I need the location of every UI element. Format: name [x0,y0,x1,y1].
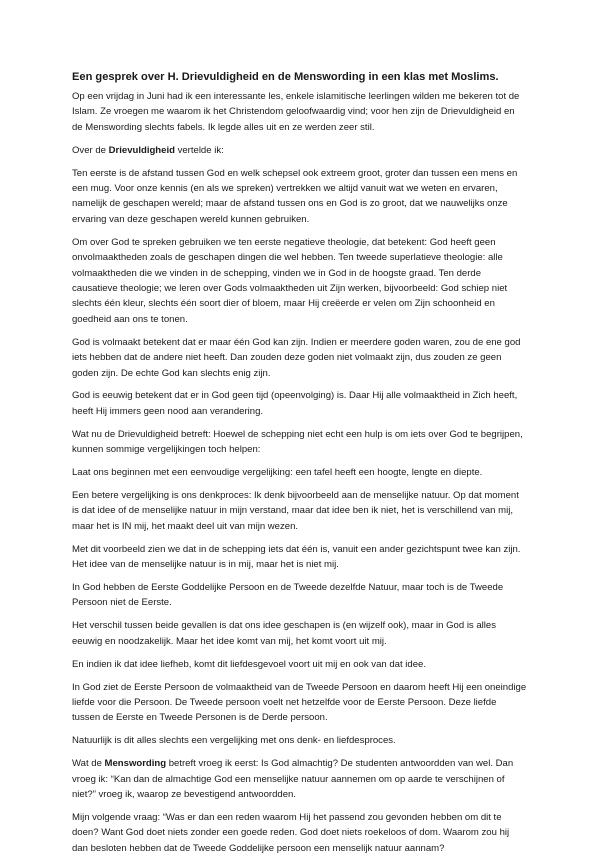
paragraph-text: Met dit voorbeeld zien we dat in de schepping iets dat één is, vanuit een ander gezichtspunt twee kan zijn. Het idee van de menselijke natuur is in mij, maar het is niet mij. [72,543,521,571]
document-title: Een gesprek over H. Drievuldigheid en de Menswording in een klas met Moslims. [72,71,499,83]
paragraph [72,465,527,480]
paragraph-text: God is volmaakt betekent dat er maar één God kan zijn. Indien er meerdere goden waren, zou de ene god iets hebben dat de andere niet heeft. Dan zouden deze goden niet volmaakt zijn, dus zouden ze geen goden zijn. De echte God kan slechts enig zijn. [72,336,521,379]
paragraph-text: Mijn volgende vraag: “Was er dan een reden waarom Hij het passend zou gevonden hebben om dit te doen? Want God doet niets zonder een goede reden. God doet niets roekeloos of dom. Waarom zou hij dan besloten hebben dat de Tweede Goddelijke persoon een menselijk natuur aannam? [72,811,510,854]
paragraph [72,680,527,726]
paragraph [72,810,527,856]
bold-term: Drievuldigheid [108,144,175,156]
paragraph-text: betreft vroeg ik eerst: Is God almachtig? De studenten antwoordden van wel. Dan vroeg ik: “Kan dan de almachtige God een menselijke natuur aannemen om op aarde te verschijnen of niet?” vroeg ik, waarop ze bevestigend antwoordden. [72,758,514,800]
paragraph-text: Op een vrijdag in Juni had ik een interessante les, enkele islamitische leerlingen wilden me bekeren tot de Islam. Ze vroegen me waarom ik het Christendom geloofwaardig vind; voor hen zijn de Drievuldigheid en de Menswording slechts fabels. Ik legde alles uit en ze werden zeer stil. [72,91,520,133]
paragraph [72,89,527,135]
paragraph [72,542,527,573]
paragraph-text: In God ziet de Eerste Persoon de volmaaktheid van de Tweede Persoon en daarom heeft Hij een oneindige liefde voor die Persoon. De Tweede persoon voelt net hetzelfde voor de Eerste Persoon. Deze liefde tussen de Eerste en Tweede Personen is de Derde persoon. [72,681,527,724]
paragraph [72,488,527,534]
paragraph [72,166,527,228]
paragraph [72,756,527,802]
paragraph [72,388,527,419]
paragraph-text: Laat ons beginnen met een eenvoudige vergelijking: een tafel heeft een hoogte, lengte en diepte. [72,467,483,479]
paragraph [72,580,527,611]
paragraph-text: Wat nu de Drievuldigheid betreft: Hoewel de schepping niet echt een hulp is om iets over God te begrijpen, kunnen sommige vergelijkingen toch helpen: [72,428,523,456]
paragraph [72,143,527,158]
paragraph-text: Een betere vergelijking is ons denkproces: Ik denk bijvoorbeeld aan de menselijke natuur. Op dat moment is dat idee of de menselijke natuur in mijn verstand, maar dat idee ben ik niet, het is verschillend van mij, maar het is IN mij, het maakt deel uit van mijn wezen. [72,489,519,532]
paragraph-text: vertelde ik: [174,144,224,156]
bold-term: Menswording [104,758,167,770]
paragraph-text: God is eeuwig betekent dat er in God geen tijd (opeenvolging) is. Daar Hij alle volmaaktheid in Zich heeft, heeft Hij immers geen nood aan verandering. [72,390,518,417]
paragraph-text: Om over God te spreken gebruiken we ten eerste negatieve theologie, dat betekent: God heeft geen onvolmaaktheden zoals de geschapen dingen die wel hebben. Ten tweede superlatieve theologie: alle volmaaktheden die we vinden in de schepping, vinden we in God in de hoogste graad. Ten derde causatieve theologie; we leren over Gods volmaaktheden uit Zijn werken, bijvoorbeeld: God schiep niet slechts één kleur, slechts één soort dier of bloem, maar Hij creëerde er velen om Zijn schoonheid en goedheid aan ons te tonen. [72,236,508,325]
paragraph [72,618,527,649]
paragraph-text: En indien ik dat idee liefheb, komt dit liefdesgevoel voort uit mij en ook van dat idee. [72,658,426,670]
paragraph-text: Het verschil tussen beide gevallen is dat ons idee geschapen is (en wijzelf ook), maar in God is alles eeuwig en noodzakelijk. Maar het idee komt van mij, het komt voort uit mij. [72,620,496,647]
paragraph [72,235,527,327]
paragraph-text: Ten eerste is de afstand tussen God en welk schepsel ook extreem groot, groter dan tussen een mens en een mug. Voor onze kennis (en als we spreken) vertrekken we altijd vanuit wat we weten en ervaren, namelijk de geschapen wereld; maar de afstand tussen ons en God is zo groot, dat we nauwelijks onze ervaring van deze geschapen wereld kunnen gebruiken. [72,167,518,225]
paragraph-text: Over de [72,144,109,156]
paragraph [72,733,527,748]
paragraph-text: In God hebben de Eerste Goddelijke Persoon en de Tweede dezelfde Natuur, maar toch is de Tweede Persoon niet de Eerste. [72,581,504,609]
paragraph-text: Natuurlijk is dit alles slechts een vergelijking met ons denk- en liefdesproces. [72,735,396,747]
paragraph [72,335,527,381]
paragraph-text: Wat de [72,758,105,770]
paragraph [72,427,527,458]
paragraph [72,657,527,672]
